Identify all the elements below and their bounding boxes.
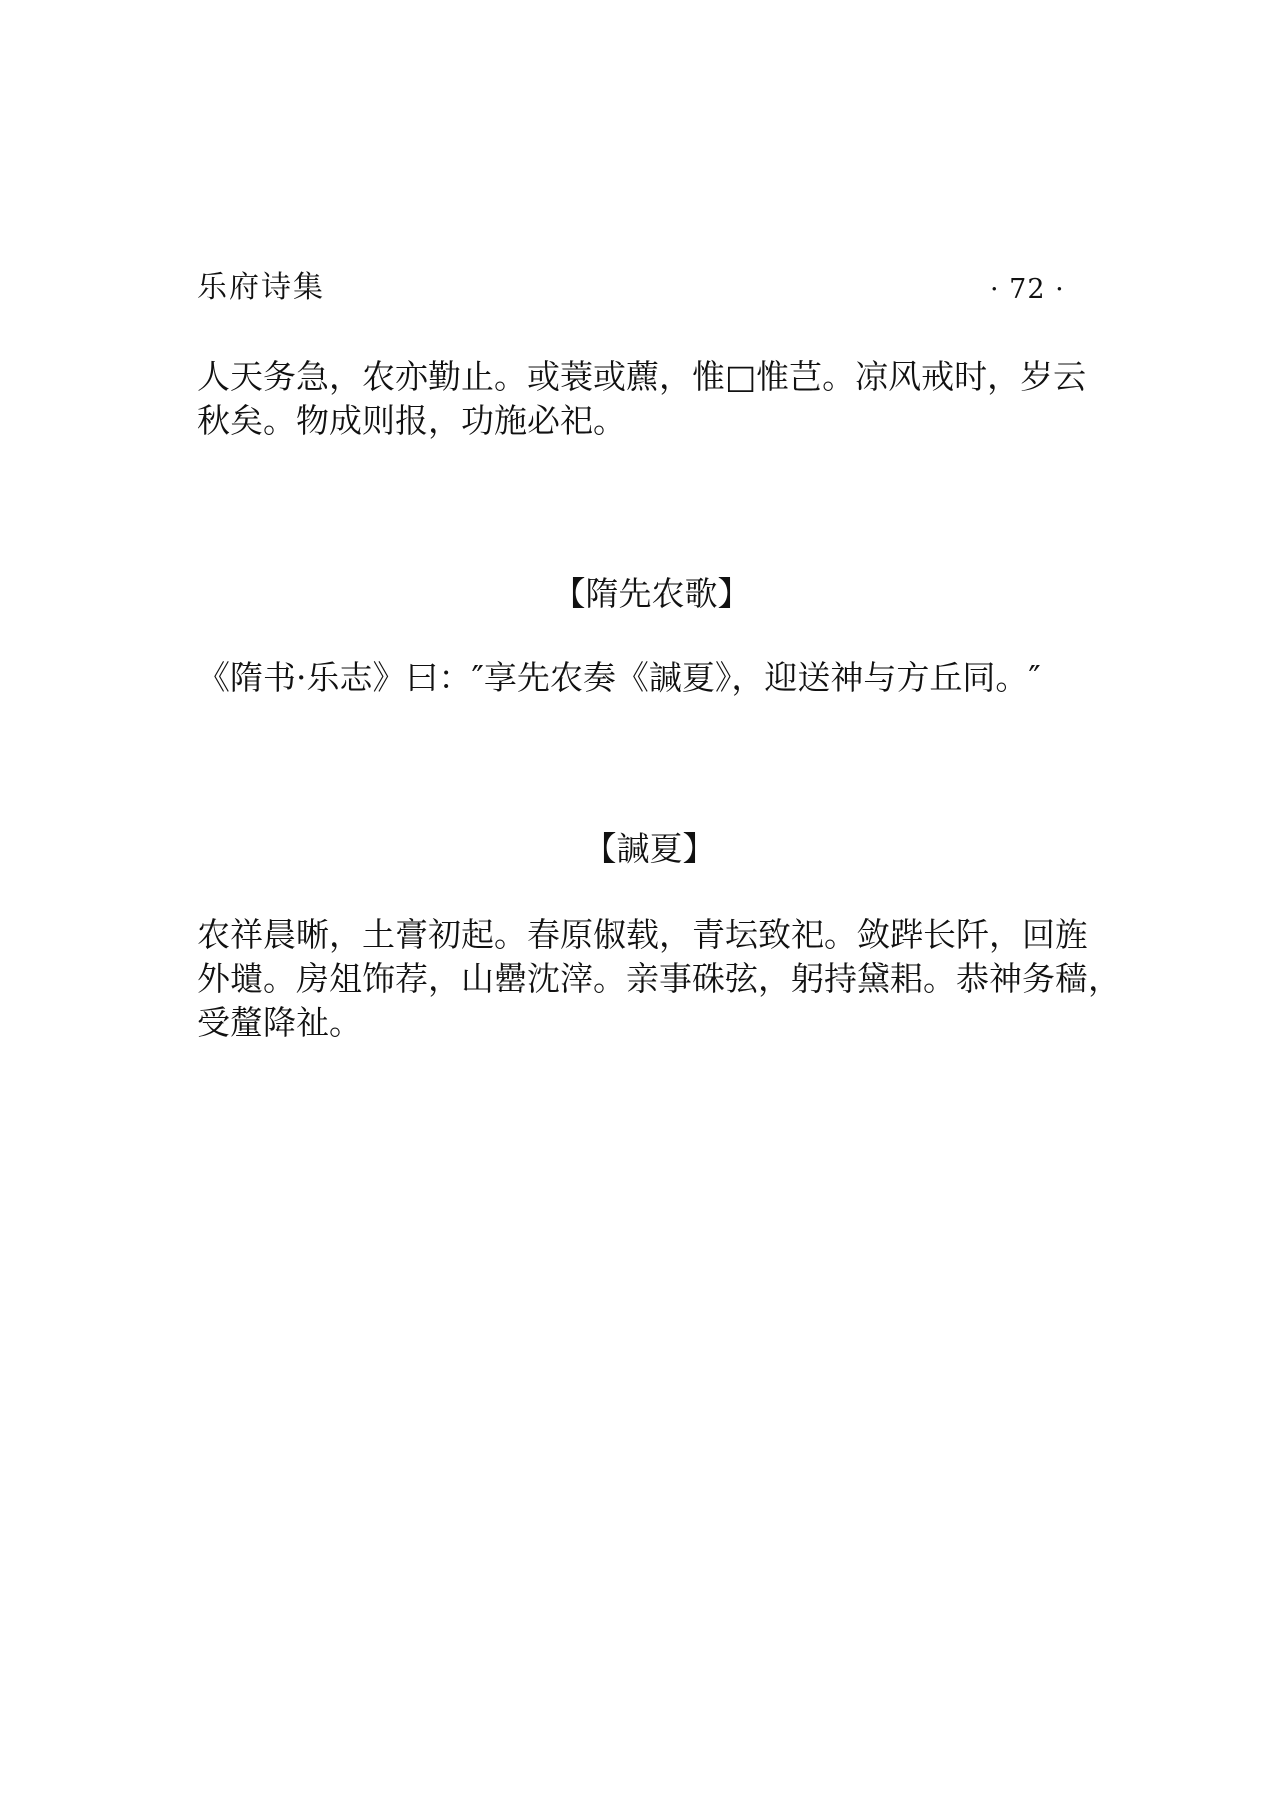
page-number: · 72 ·	[990, 274, 1065, 305]
text-line: 农祥晨晰，土膏初起。春原俶载，青坛致祀。敛跸长阡，回旌	[197, 915, 1088, 954]
text-line: 秋矣。物成则报，功施必祀。	[197, 401, 626, 440]
poem-title: 【諴夏】	[583, 829, 716, 868]
text-line: 《隋书·乐志》曰：″享先农奏《諴夏》，迎送神与方丘同。″	[197, 658, 1041, 697]
running-title: 乐府诗集	[197, 270, 325, 305]
section-note-paragraph	[197, 656, 1127, 700]
poem-paragraph	[197, 913, 1157, 1045]
section-title: 【隋先农歌】	[552, 574, 751, 613]
text-line: 受釐降祉。	[197, 1003, 362, 1042]
text-line: 人天务急，农亦勤止。或蓑或藨，惟□惟芑。凉风戒时，岁云	[197, 357, 1087, 396]
text-line: 外壝。房俎饰荐，山罍沈滓。亲事硃弦，躬持黛耜。恭神务穑，	[197, 959, 1121, 998]
poem-intro-paragraph	[197, 355, 1127, 443]
